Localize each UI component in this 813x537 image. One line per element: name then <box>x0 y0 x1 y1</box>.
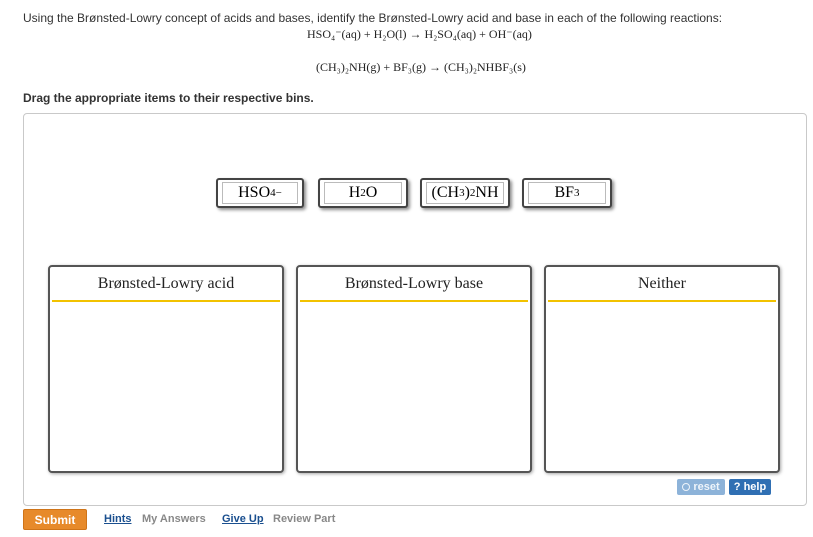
reset-button[interactable] <box>677 479 725 495</box>
token-dimethylamine[interactable] <box>420 178 510 208</box>
bin-base[interactable] <box>296 265 532 473</box>
token-bf3-label: BF 3 <box>528 182 606 204</box>
submit-button[interactable]: Submit <box>23 509 87 530</box>
help-button[interactable] <box>729 479 771 495</box>
question-text: Using the Brønsted-Lowry concept of acids and bases, identify the Brønsted-Lowry acid and base in each of the following reactions: <box>23 11 723 25</box>
give-up-link[interactable]: Give Up <box>222 513 264 525</box>
bin-neither[interactable] <box>544 265 780 473</box>
reset-circle-icon <box>682 483 690 491</box>
equation-1: HSO₄⁻(aq) + H₂O(l) → H₂SO₄(aq) + OH⁻(aq) <box>307 27 532 41</box>
review-part-link[interactable]: Review Part <box>273 513 336 525</box>
hints-link[interactable]: Hints <box>104 513 132 525</box>
bin-base-title: Brønsted-Lowry base <box>300 267 528 302</box>
token-hso4[interactable] <box>216 178 304 208</box>
bin-acid-title: Brønsted-Lowry acid <box>52 267 280 302</box>
token-hso4-label: HSO 4 − <box>222 182 298 204</box>
equation-2: (CH₃)₂NH(g) + BF₃(g) → (CH₃)₂NHBF₃(s) <box>316 60 526 74</box>
token-dimethylamine-label: (CH 3 ) 2 NH <box>426 182 504 204</box>
question-mark-icon: ? <box>733 481 741 493</box>
token-h2o-label: H 2 O <box>324 182 402 204</box>
token-h2o[interactable] <box>318 178 408 208</box>
bin-acid[interactable] <box>48 265 284 473</box>
help-label: help <box>743 481 767 493</box>
reset-label: reset <box>693 481 720 493</box>
token-bf3[interactable] <box>522 178 612 208</box>
bin-neither-title: Neither <box>548 267 776 302</box>
my-answers-link[interactable]: My Answers <box>142 513 206 525</box>
instruction-text: Drag the appropriate items to their respective bins. <box>23 91 314 105</box>
